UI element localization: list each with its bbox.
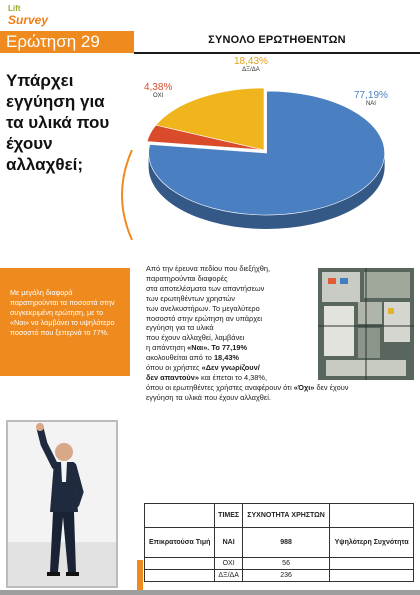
table-cell: 56	[242, 558, 329, 570]
paragraph-emphasis: «Ναι». Το 77,19%	[187, 343, 248, 353]
paragraph-emphasis: 18,43%	[213, 353, 240, 363]
paragraph-line: που έχουν αλλαχθεί, λαμβάνει	[146, 333, 245, 343]
table-row	[145, 558, 414, 570]
table-cell: Υψηλότερη Συχνότητα	[330, 528, 414, 558]
table-cell: ΝΑΙ	[215, 528, 242, 558]
decorative-arc	[118, 150, 134, 240]
slice-value-yes: 77,19%	[354, 90, 388, 101]
paragraph-line: δεν απαντούν» και έπεται το 4,38%,	[146, 372, 268, 382]
table-cell	[330, 570, 414, 582]
paragraph-emphasis: δεν απαντούν»	[146, 372, 199, 382]
table-cell: 988	[242, 528, 329, 558]
table-header-cell	[145, 504, 215, 528]
table-row	[145, 528, 414, 558]
callout-text: Με μεγάλη διαφορά παρατηρούνται τα ποσοστά στην συγκεκριμένη ερώτηση, με το «Ναι» να λαμβάνει το υψηλότερο ποσοστό που ξεπερνά το 77%.	[10, 288, 115, 337]
lift-survey-logo	[6, 4, 66, 30]
paragraph-line: εγγύηση για τα υλικά	[146, 323, 214, 333]
table-header-cell: ΤΙΜΕΣ	[215, 504, 242, 528]
table-cell	[145, 558, 215, 570]
slice-category-yes: ΝΑΙ	[365, 101, 376, 107]
paragraph-line: ακολουθείται από το 18,43%	[146, 353, 240, 363]
footer-bar	[0, 590, 420, 595]
slice-category-no: ΟΧΙ	[153, 93, 164, 99]
control-panel-illustration	[318, 268, 414, 380]
question-number-band	[0, 31, 134, 53]
question-text: Υπάρχει εγγύηση για τα υλικά που έχουν αλλαχθεί;	[6, 71, 110, 174]
table-cell: ΟΧΙ	[215, 558, 242, 570]
paragraph-line: των ερωτηθέντων χρηστών	[146, 293, 235, 303]
logo-line-2: Survey	[8, 13, 49, 27]
paragraph-line: Από την έρευνα πεδίου που διεξήχθη,	[146, 264, 271, 273]
slice-label-yes	[354, 90, 388, 107]
question-number: Ερώτηση 29	[6, 32, 100, 51]
statistics-table	[144, 503, 414, 582]
table-cell: Επικρατούσα Τιμή	[145, 528, 215, 558]
table-header-cell: ΣΥΧΝΟΤΗΤΑ ΧΡΗΣΤΩΝ	[242, 504, 329, 528]
slice-value-dk: 18,43%	[234, 56, 268, 67]
table-cell	[330, 558, 414, 570]
pie-chart	[134, 56, 420, 240]
table-header-row	[145, 504, 414, 528]
table-cell: 236	[242, 570, 329, 582]
paragraph-line: των ανελκυστήρων. Το μεγαλύτερο	[146, 303, 260, 313]
paragraph-line: εγγύηση τα υλικά που έχουν αλλαχθεί.	[146, 392, 271, 402]
pie-chart-svg	[134, 60, 420, 240]
logo-line-1: Lift	[8, 4, 21, 13]
paragraph-line: η απάντηση «Ναι». Το 77,19%	[146, 343, 248, 353]
table-cell: ΔΞ/ΔΑ	[215, 570, 242, 582]
paragraph-line: όπου οι ερωτηθέντες χρήστες αναφέρουν ότι «Όχι» δεν έχουν	[146, 382, 349, 392]
accent-bar	[137, 560, 143, 590]
header-rule	[134, 52, 420, 54]
paragraph-emphasis: «Δεν γνωρίζουν/	[201, 363, 260, 373]
paragraph-emphasis: «Όχι»	[293, 382, 315, 392]
table-cell	[145, 570, 215, 582]
paragraph-line: παρατηρούνται διαφορές	[146, 273, 228, 283]
paragraph-line: όπου οι χρήστες «Δεν γνωρίζουν/	[146, 363, 260, 373]
control-panel-photo	[318, 268, 414, 380]
table-row	[145, 570, 414, 582]
raised-fist-man-figure	[8, 422, 116, 586]
slice-category-dk: ΔΞ/ΔΑ	[242, 67, 260, 73]
slice-label-no	[144, 82, 172, 99]
chart-title: ΣΥΝΟΛΟ ΕΡΩΤΗΘΕΝΤΩΝ	[208, 34, 346, 46]
slice-value-no: 4,38%	[144, 82, 173, 93]
slice-label-dk	[234, 56, 268, 73]
success-man-illustration	[6, 420, 118, 588]
paragraph-line: ποσοστό στην ερώτηση αν υπάρχει	[146, 313, 263, 323]
table-header-cell	[330, 504, 414, 528]
highlight-callout	[0, 268, 130, 376]
paragraph-line: στα αποτελέσματα των απαντήσεων	[146, 283, 265, 293]
